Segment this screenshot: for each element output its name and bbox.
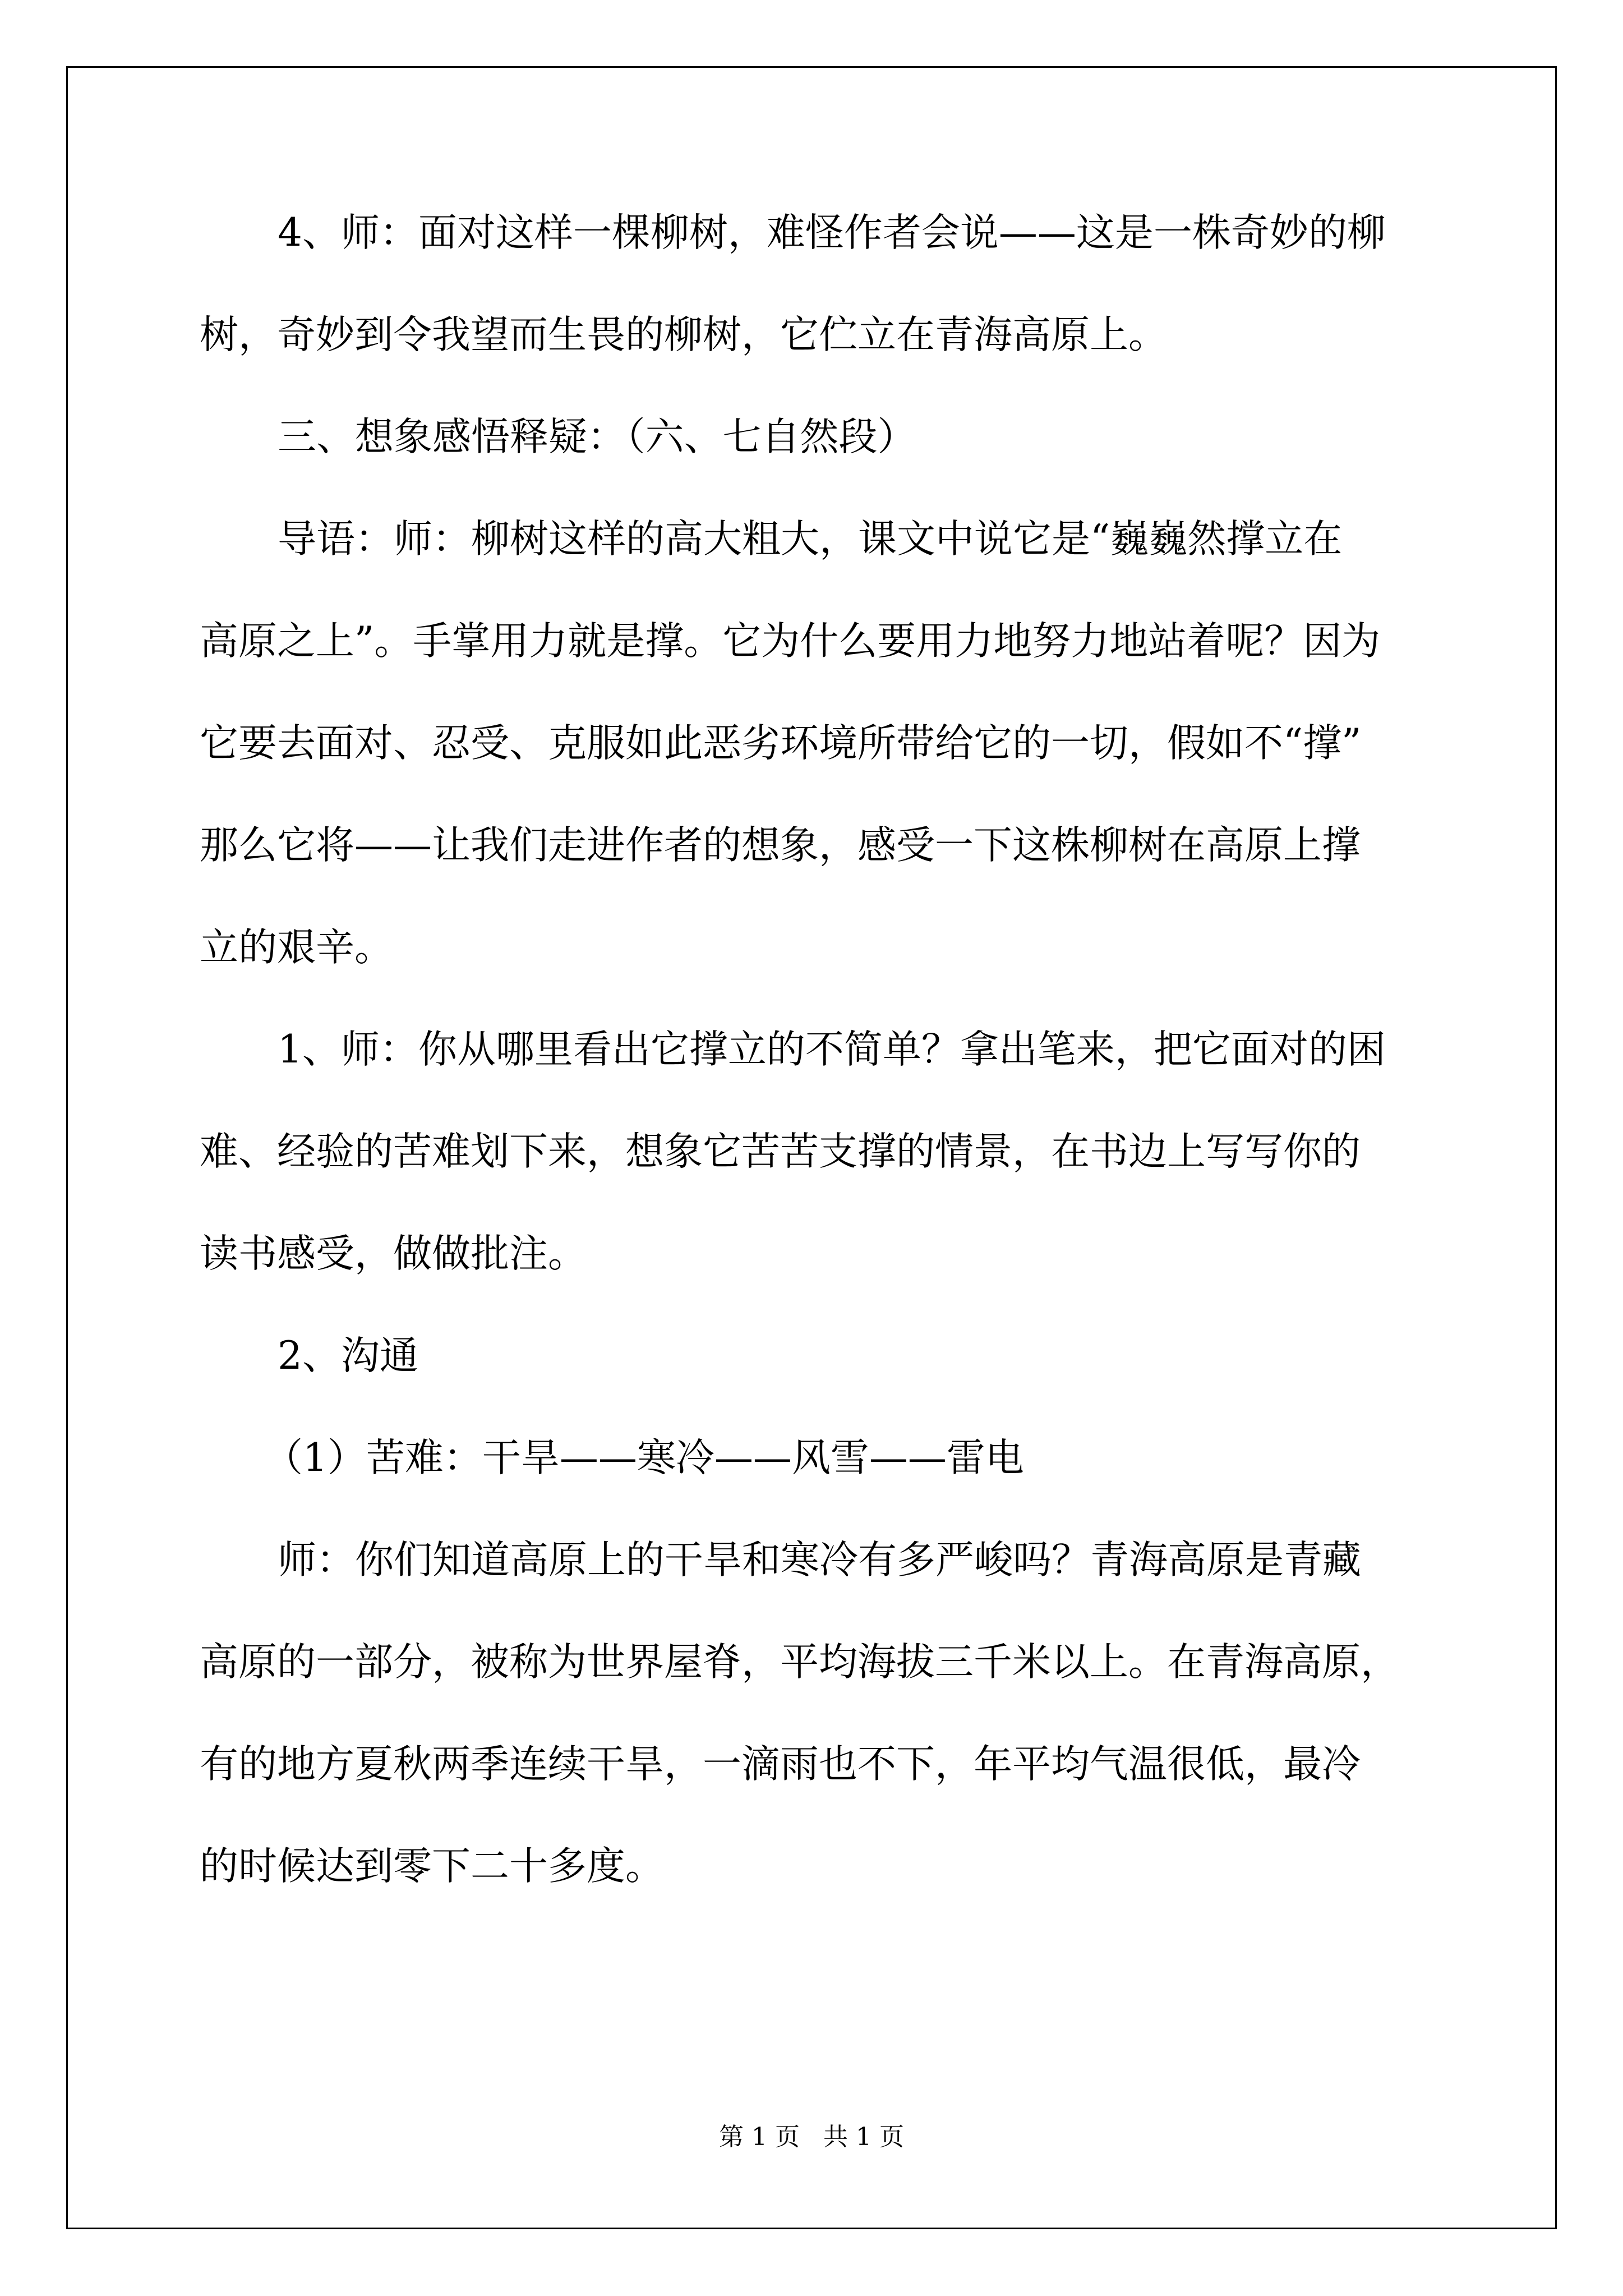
paragraph-line: 树，奇妙到令我望而生畏的柳树，它伫立在青海高原上。 [200,312,1167,357]
paragraph-line: 导语：师：柳树这样的高大粗大，课文中说它是“巍巍然撑立在 [278,517,1343,562]
paragraph-line: 高原之上”。手掌用力就是撑。它为什么要用力地努力地站着呢？因为 [200,619,1381,664]
paragraph-line: 的时候达到零下二十多度。 [200,1844,664,1889]
paragraph-line: 那么它将——让我们走进作者的想象，感受一下这株柳树在高原上撑 [200,823,1361,868]
document-body [200,205,1430,1940]
paragraph-line: 有的地方夏秋两季连续干旱，一滴雨也不下，年平均气温很低，最冷 [200,1742,1361,1787]
section-heading: 三、想象感悟释疑：（六、七自然段） [278,415,916,459]
paragraph-line: 4、师：面对这样一棵柳树，难怪作者会说——这是一株奇妙的柳 [278,210,1386,255]
paragraph-line: 师：你们知道高原上的干旱和寒冷有多严峻吗？青海高原是青藏 [278,1538,1361,1582]
paragraph-line: 1、师：你从哪里看出它撑立的不简单？拿出笔来，把它面对的困 [278,1027,1386,1072]
paragraph-line: （1）苦难：干旱——寒冷——风雪——雷电 [264,1435,1024,1480]
paragraph-line: 难、经验的苦难划下来，想象它苦苦支撑的情景，在书边上写写你的 [200,1129,1361,1174]
paragraph-line: 它要去面对、忍受、克服如此恶劣环境所带给它的一切，假如不“撑” [200,721,1362,766]
paragraph-line: 立的艰辛。 [200,925,393,970]
page-footer: 第 1 页 共 1 页 [719,2123,904,2151]
paragraph-line: 2、沟通 [278,1333,418,1378]
paragraph-line: 读书感受，做做批注。 [200,1231,587,1276]
paragraph-line: 高原的一部分，被称为世界屋脊，平均海拔三千米以上。在青海高原， [200,1640,1399,1685]
